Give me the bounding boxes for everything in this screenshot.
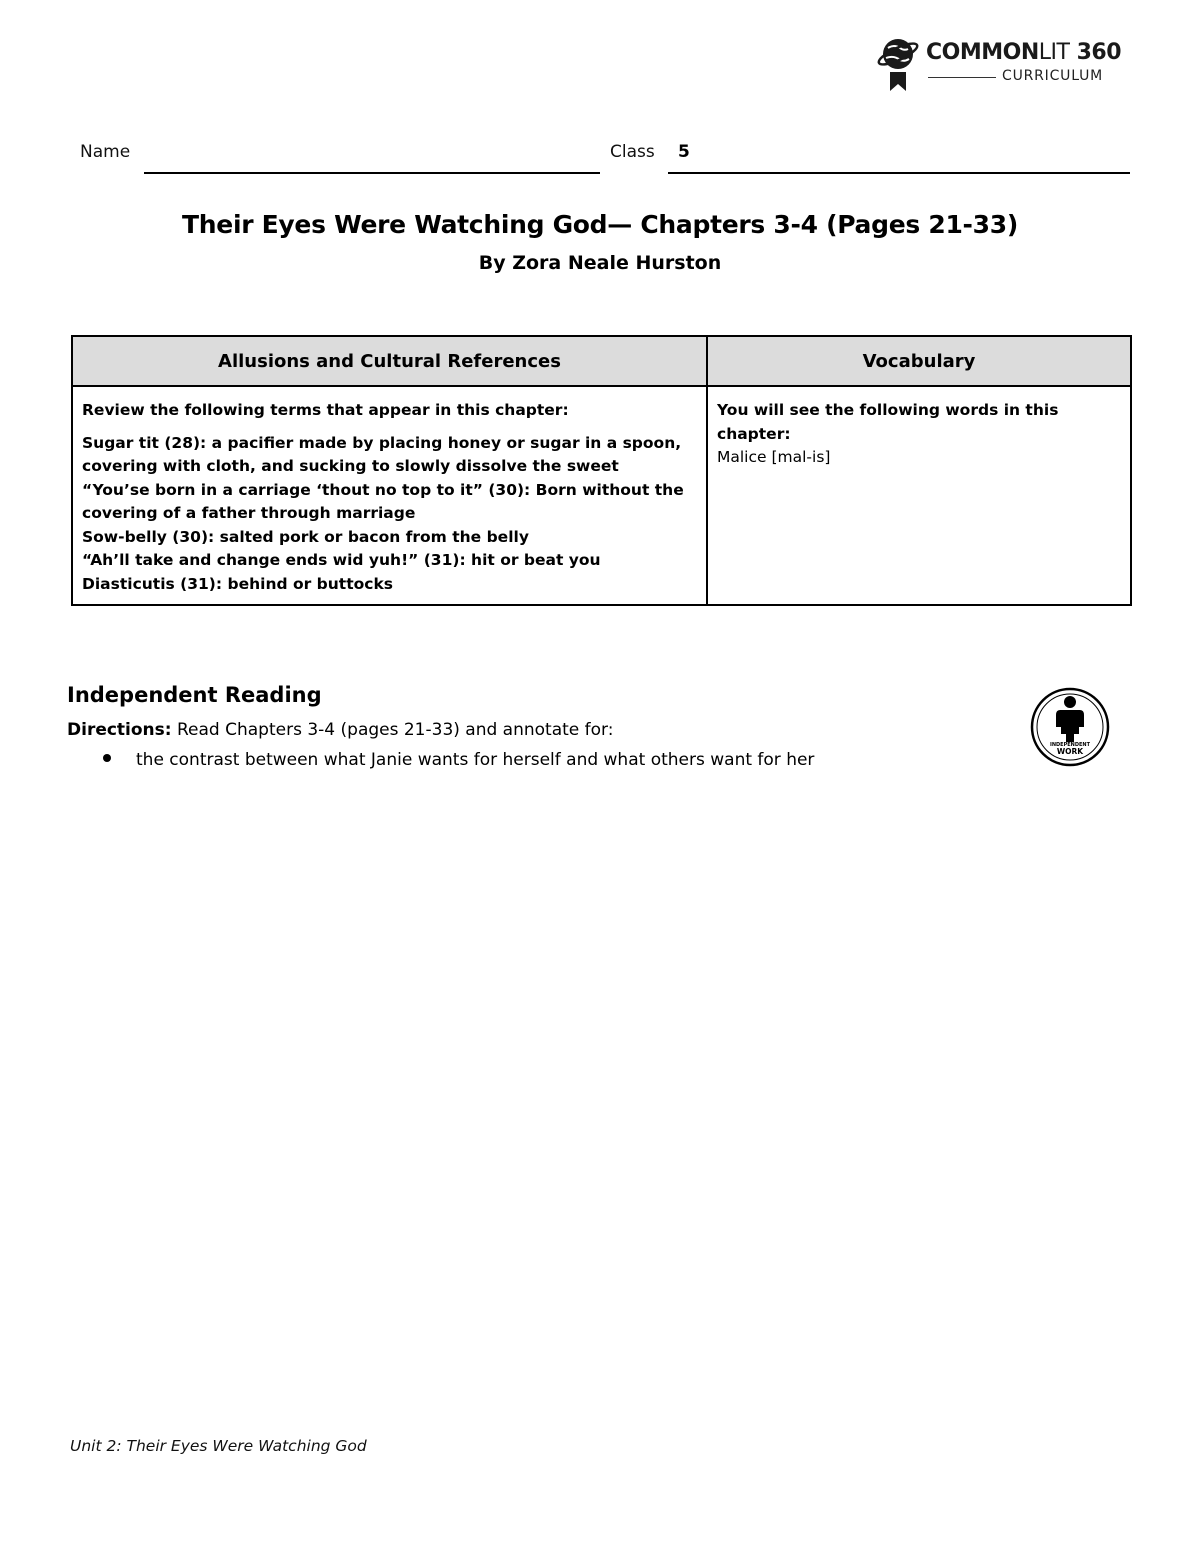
vocabulary-item: Malice [mal-is] <box>717 448 831 466</box>
reference-item: Diasticutis (31): behind or buttocks <box>82 574 393 593</box>
list-item <box>103 750 814 770</box>
page-footer: Unit 2: Their Eyes Were Watching God <box>70 1437 367 1455</box>
name-field-line[interactable] <box>144 172 600 174</box>
logo-subtitle: CURRICULUM <box>1002 68 1104 84</box>
class-field-line[interactable] <box>668 172 1130 174</box>
page-title: Their Eyes Were Watching God— Chapters 3-4 (Pages 21-33) <box>182 210 1018 239</box>
name-label: Name <box>80 142 131 162</box>
reference-item: “Ah’ll take and change ends wid yuh!” (31): hit or beat you <box>82 551 601 569</box>
logo-divider <box>928 77 996 78</box>
bullet-icon <box>103 754 111 762</box>
vocabulary-header: Vocabulary <box>707 336 1131 386</box>
commonlit-logo <box>876 34 1136 94</box>
vocabulary-cell <box>707 386 1131 605</box>
class-value[interactable]: 5 <box>678 142 690 162</box>
references-table <box>71 335 1132 606</box>
allusions-intro: Review the following terms that appear in this chapter: <box>82 401 569 419</box>
logo-wordmark: COMMONLIT 360 <box>926 40 1122 65</box>
directions-text: Read Chapters 3-4 (pages 21-33) and annotate for: <box>171 720 614 740</box>
independent-work-icon <box>1030 687 1110 767</box>
reference-item: “You’se born in a carriage ‘thout no top to it” (30): Born without the covering of a father through marriage <box>82 480 684 522</box>
badge-text-bottom: WORK <box>1056 747 1084 756</box>
page-author: By Zora Neale Hurston <box>478 252 722 274</box>
class-label: Class <box>610 142 655 162</box>
reference-item: Sugar tit (28): a pacifier made by placing honey or sugar in a spoon, covering with cloth, and sucking to slowly dissolve the sweet <box>82 433 682 475</box>
globe-bookmark-icon <box>876 34 922 92</box>
section-heading: Independent Reading <box>67 683 322 707</box>
badge-text-top: INDEPENDENT <box>1049 742 1091 748</box>
directions <box>67 720 613 740</box>
vocabulary-intro: You will see the following words in this chapter: <box>717 401 1059 443</box>
allusions-cell <box>72 386 707 605</box>
directions-label: Directions: <box>67 720 172 740</box>
bullet-text: the contrast between what Janie wants for herself and what others want for her <box>136 750 815 770</box>
allusions-header: Allusions and Cultural References <box>72 336 707 386</box>
reference-item: Sow-belly (30): salted pork or bacon from the belly <box>82 527 529 546</box>
